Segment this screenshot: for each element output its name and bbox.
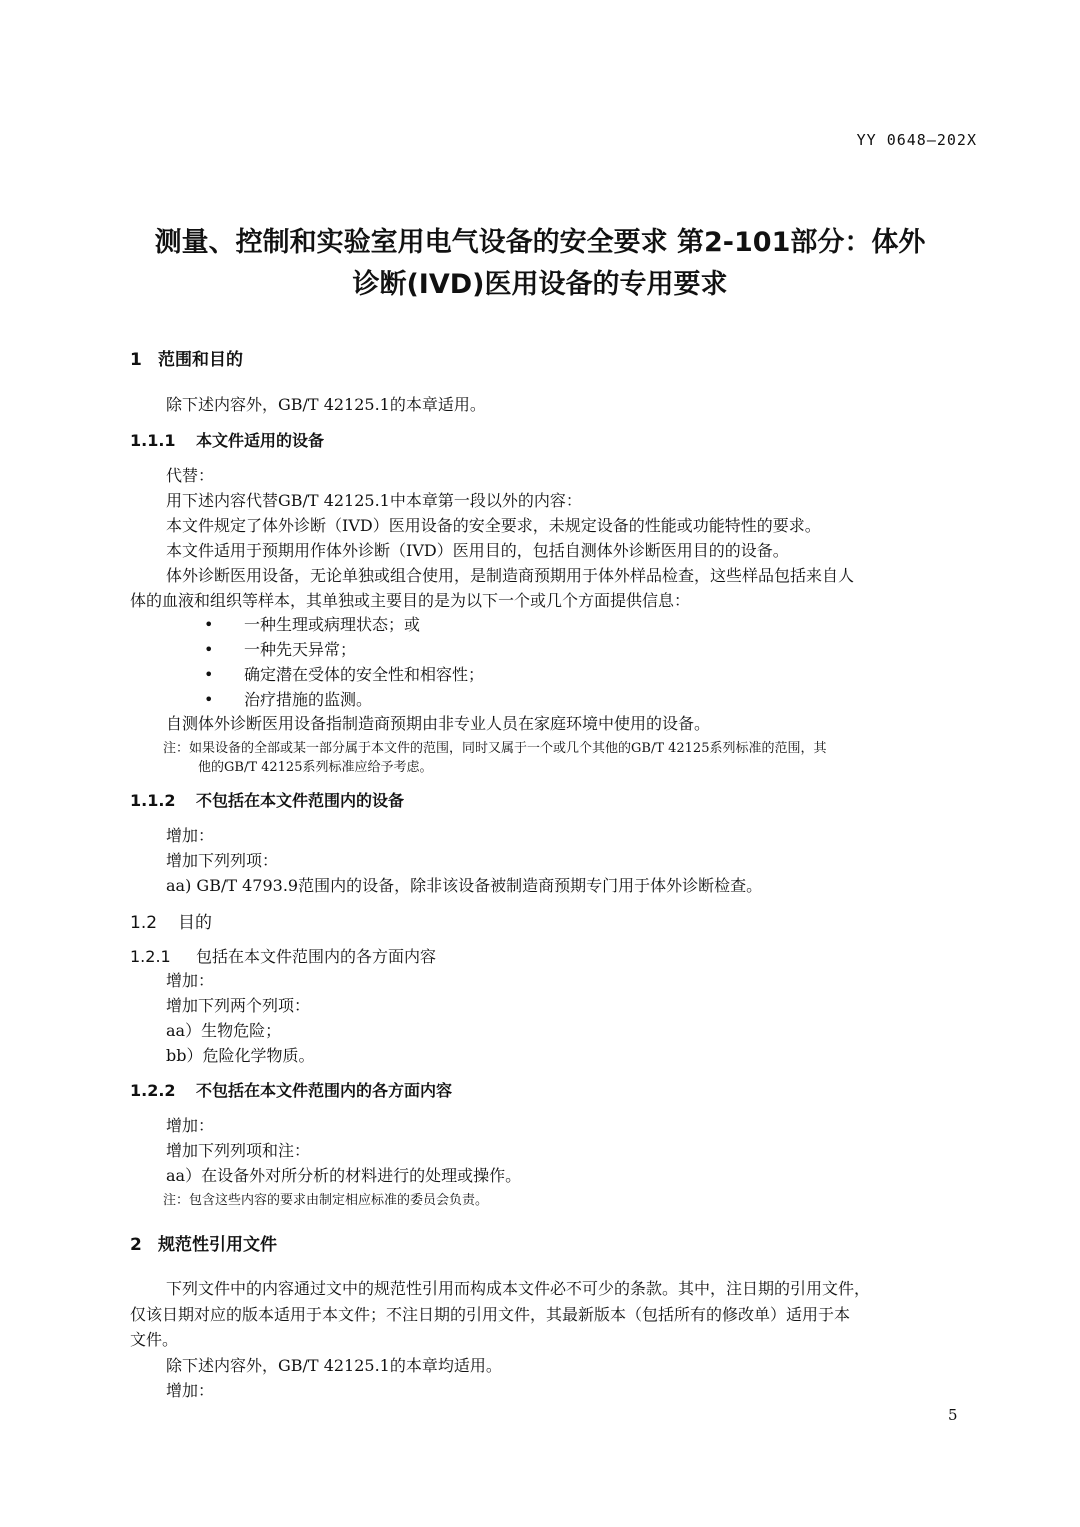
section-1-2-heading xyxy=(130,908,212,933)
section-number: 1 xyxy=(130,350,142,370)
bullet-icon: • xyxy=(204,690,214,709)
bullet-icon: • xyxy=(204,615,214,634)
section-number: 2 xyxy=(130,1235,142,1255)
section-1-2-1-heading xyxy=(130,944,436,967)
paragraph-continuation: 仅该日期对应的版本适用于本文件；不注日期的引用文件，其最新版本（包括所有的修改单）适用于本 xyxy=(130,1305,851,1324)
section-2-heading xyxy=(130,1230,277,1255)
section-title: 不包括在本文件范围内的设备 xyxy=(196,791,405,810)
section-number: 1.2.1 xyxy=(130,947,171,966)
section-title: 本文件适用的设备 xyxy=(196,431,325,450)
section-title: 目的 xyxy=(178,913,212,933)
paragraph: 增加： xyxy=(166,971,215,990)
section-1-1-1-heading xyxy=(130,428,324,451)
list-item xyxy=(204,687,372,710)
list-item-text: 治疗措施的监测。 xyxy=(244,690,373,709)
note: 注：如果设备的全部或某一部分属于本文件的范围，同时又属于一个或几个其他的GB/T 42125系列标准的范围，其 xyxy=(163,741,827,756)
bullet-icon: • xyxy=(204,640,214,659)
paragraph: 本文件适用于预期用作体外诊断（IVD）医用目的，包括自测体外诊断医用目的的设备。 xyxy=(166,541,789,560)
note: 注：包含这些内容的要求由制定相应标准的委员会负责。 xyxy=(163,1193,489,1208)
section-number: 1.1.1 xyxy=(130,431,176,450)
paragraph: 增加： xyxy=(166,826,215,845)
title-line-2: 诊断(IVD)医用设备的专用要求 xyxy=(352,269,728,300)
paragraph: 本文件规定了体外诊断（IVD）医用设备的安全要求，未规定设备的性能或功能特性的要求。 xyxy=(166,516,821,535)
paragraph-continuation: 体的血液和组织等样本，其单独或主要目的是为以下一个或几个方面提供信息： xyxy=(130,591,691,610)
section-1-heading xyxy=(130,345,243,370)
list-item xyxy=(204,637,356,660)
list-item-text: 一种先天异常； xyxy=(244,640,357,659)
paragraph: 增加下列两个列项： xyxy=(166,996,311,1015)
page-number: 5 xyxy=(948,1406,958,1424)
title-line-1: 测量、控制和实验室用电气设备的安全要求 第2-101部分：体外 xyxy=(154,227,926,258)
list-item-text: 确定潜在受体的安全性和相容性； xyxy=(244,665,485,684)
list-item xyxy=(204,612,420,635)
bullet-icon: • xyxy=(204,665,214,684)
paragraph: 用下述内容代替GB/T 42125.1中本章第一段以外的内容： xyxy=(166,491,582,510)
section-title: 不包括在本文件范围内的各方面内容 xyxy=(196,1081,453,1100)
paragraph: 增加下列列项和注： xyxy=(166,1141,311,1160)
section-number: 1.2 xyxy=(130,913,158,933)
list-item: bb）危险化学物质。 xyxy=(166,1046,315,1065)
section-1-1-2-heading xyxy=(130,788,404,811)
document-code: YY 0648—202X xyxy=(856,131,977,149)
section-title: 包括在本文件范围内的各方面内容 xyxy=(196,947,437,966)
list-item: aa) GB/T 4793.9范围内的设备，除非该设备被制造商预期专门用于体外诊断检查。 xyxy=(166,876,763,895)
section-number: 1.2.2 xyxy=(130,1081,176,1100)
paragraph: 增加下列列项： xyxy=(166,851,279,870)
paragraph: 增加： xyxy=(166,1116,215,1135)
paragraph: 除下述内容外，GB/T 42125.1的本章均适用。 xyxy=(166,1356,502,1375)
list-item: aa）生物危险； xyxy=(166,1021,282,1040)
list-item: aa）在设备外对所分析的材料进行的处理或操作。 xyxy=(166,1166,522,1185)
list-item-text: 一种生理或病理状态；或 xyxy=(244,615,421,634)
section-title: 范围和目的 xyxy=(158,350,243,370)
paragraph: 体外诊断医用设备，无论单独或组合使用，是制造商预期用于体外样品检查，这些样品包括来自人 xyxy=(166,566,855,585)
paragraph-continuation: 文件。 xyxy=(130,1330,179,1349)
section-number: 1.1.2 xyxy=(130,791,176,810)
list-item xyxy=(204,662,484,685)
paragraph: 增加： xyxy=(166,1381,215,1400)
paragraph: 下列文件中的内容通过文中的规范性引用而构成本文件必不可少的条款。其中，注日期的引用文件， xyxy=(166,1279,871,1298)
section-1-2-2-heading xyxy=(130,1078,452,1101)
paragraph: 自测体外诊断医用设备指制造商预期由非专业人员在家庭环境中使用的设备。 xyxy=(166,714,711,733)
section-title: 规范性引用文件 xyxy=(158,1235,277,1255)
paragraph: 除下述内容外，GB/T 42125.1的本章适用。 xyxy=(166,395,486,414)
note-continuation: 他的GB/T 42125系列标准应给予考虑。 xyxy=(198,760,433,775)
paragraph: 代替： xyxy=(166,466,215,485)
document-title xyxy=(0,222,1080,306)
